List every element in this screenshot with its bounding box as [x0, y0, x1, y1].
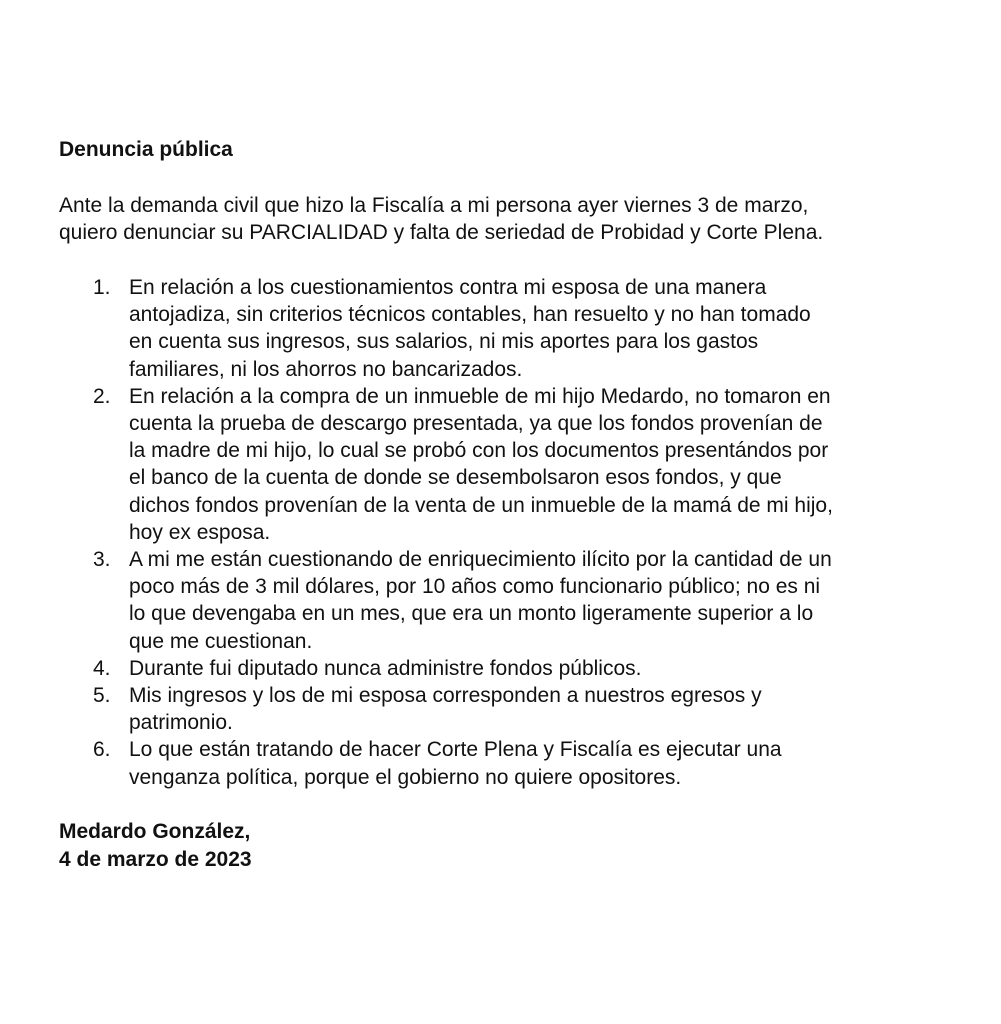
- list-item-line: Mis ingresos y los de mi esposa corresponden a nuestros egresos y: [129, 684, 762, 708]
- list-item-line: cuenta la prueba de descargo presentada, ya que los fondos provenían de: [129, 412, 823, 436]
- list-item-line: En relación a la compra de un inmueble de mi hijo Medardo, no tomaron en: [129, 384, 831, 408]
- intro-paragraph: [59, 192, 823, 246]
- list-item-line: en cuenta sus ingresos, sus salarios, ni mis aportes para los gastos: [129, 330, 759, 354]
- list-item-number: 1.: [93, 276, 111, 299]
- list-item-number: 6.: [93, 738, 111, 762]
- intro-line: Ante la demanda civil que hizo la Fiscalía a mi persona ayer viernes 3 de marzo,: [59, 194, 809, 217]
- list-item-line: antojadiza, sin criterios técnicos contables, han resuelto y no han tomado: [129, 303, 811, 327]
- list-item: [59, 655, 959, 682]
- list-item-number: 5.: [93, 684, 111, 708]
- list-item-line: dichos fondos provenían de la venta de un inmueble de la mamá de mi hijo,: [129, 493, 833, 517]
- signature-block: [59, 818, 252, 874]
- list-item-line: familiares, ni los ahorros no bancarizados.: [129, 357, 523, 381]
- list-item-line: En relación a los cuestionamientos contra mi esposa de una manera: [129, 276, 767, 299]
- list-item-line: el banco de la cuenta de donde se desembolsaron esos fondos, y que: [129, 466, 782, 490]
- list-item: [59, 383, 959, 546]
- list-item: [59, 682, 959, 736]
- list-item-line: hoy ex esposa.: [129, 520, 271, 544]
- list-item-line: patrimonio.: [129, 711, 233, 735]
- intro-line: quiero denunciar su PARCIALIDAD y falta de seriedad de Probidad y Corte Plena.: [59, 221, 824, 244]
- list-item-line: A mi me están cuestionando de enriquecimiento ilícito por la cantidad de un: [129, 548, 832, 572]
- list-item-number: 2.: [93, 384, 111, 408]
- list-item: [59, 546, 959, 655]
- signature-date: 4 de marzo de 2023: [59, 848, 252, 871]
- list-item: [59, 274, 959, 383]
- list-item-number: 4.: [93, 656, 111, 680]
- list-item-line: lo que devengaba en un mes, que era un monto ligeramente superior a lo: [129, 602, 814, 626]
- list-item-line: Durante fui diputado nunca administre fondos públicos.: [129, 656, 642, 680]
- document-title: Denuncia pública: [59, 138, 233, 161]
- complaint-list: [59, 274, 959, 791]
- signature-name: Medardo González,: [59, 820, 251, 843]
- list-item-line: poco más de 3 mil dólares, por 10 años como funcionario público; no es ni: [129, 575, 821, 599]
- list-item-line: que me cuestionan.: [129, 629, 313, 653]
- list-item-line: la madre de mi hijo, lo cual se probó con los documentos presentándos por: [129, 439, 829, 463]
- list-item-number: 3.: [93, 548, 111, 572]
- list-item: [59, 736, 959, 790]
- list-item-line: venganza política, porque el gobierno no quiere opositores.: [129, 765, 682, 789]
- list-item-line: Lo que están tratando de hacer Corte Plena y Fiscalía es ejecutar una: [129, 738, 782, 762]
